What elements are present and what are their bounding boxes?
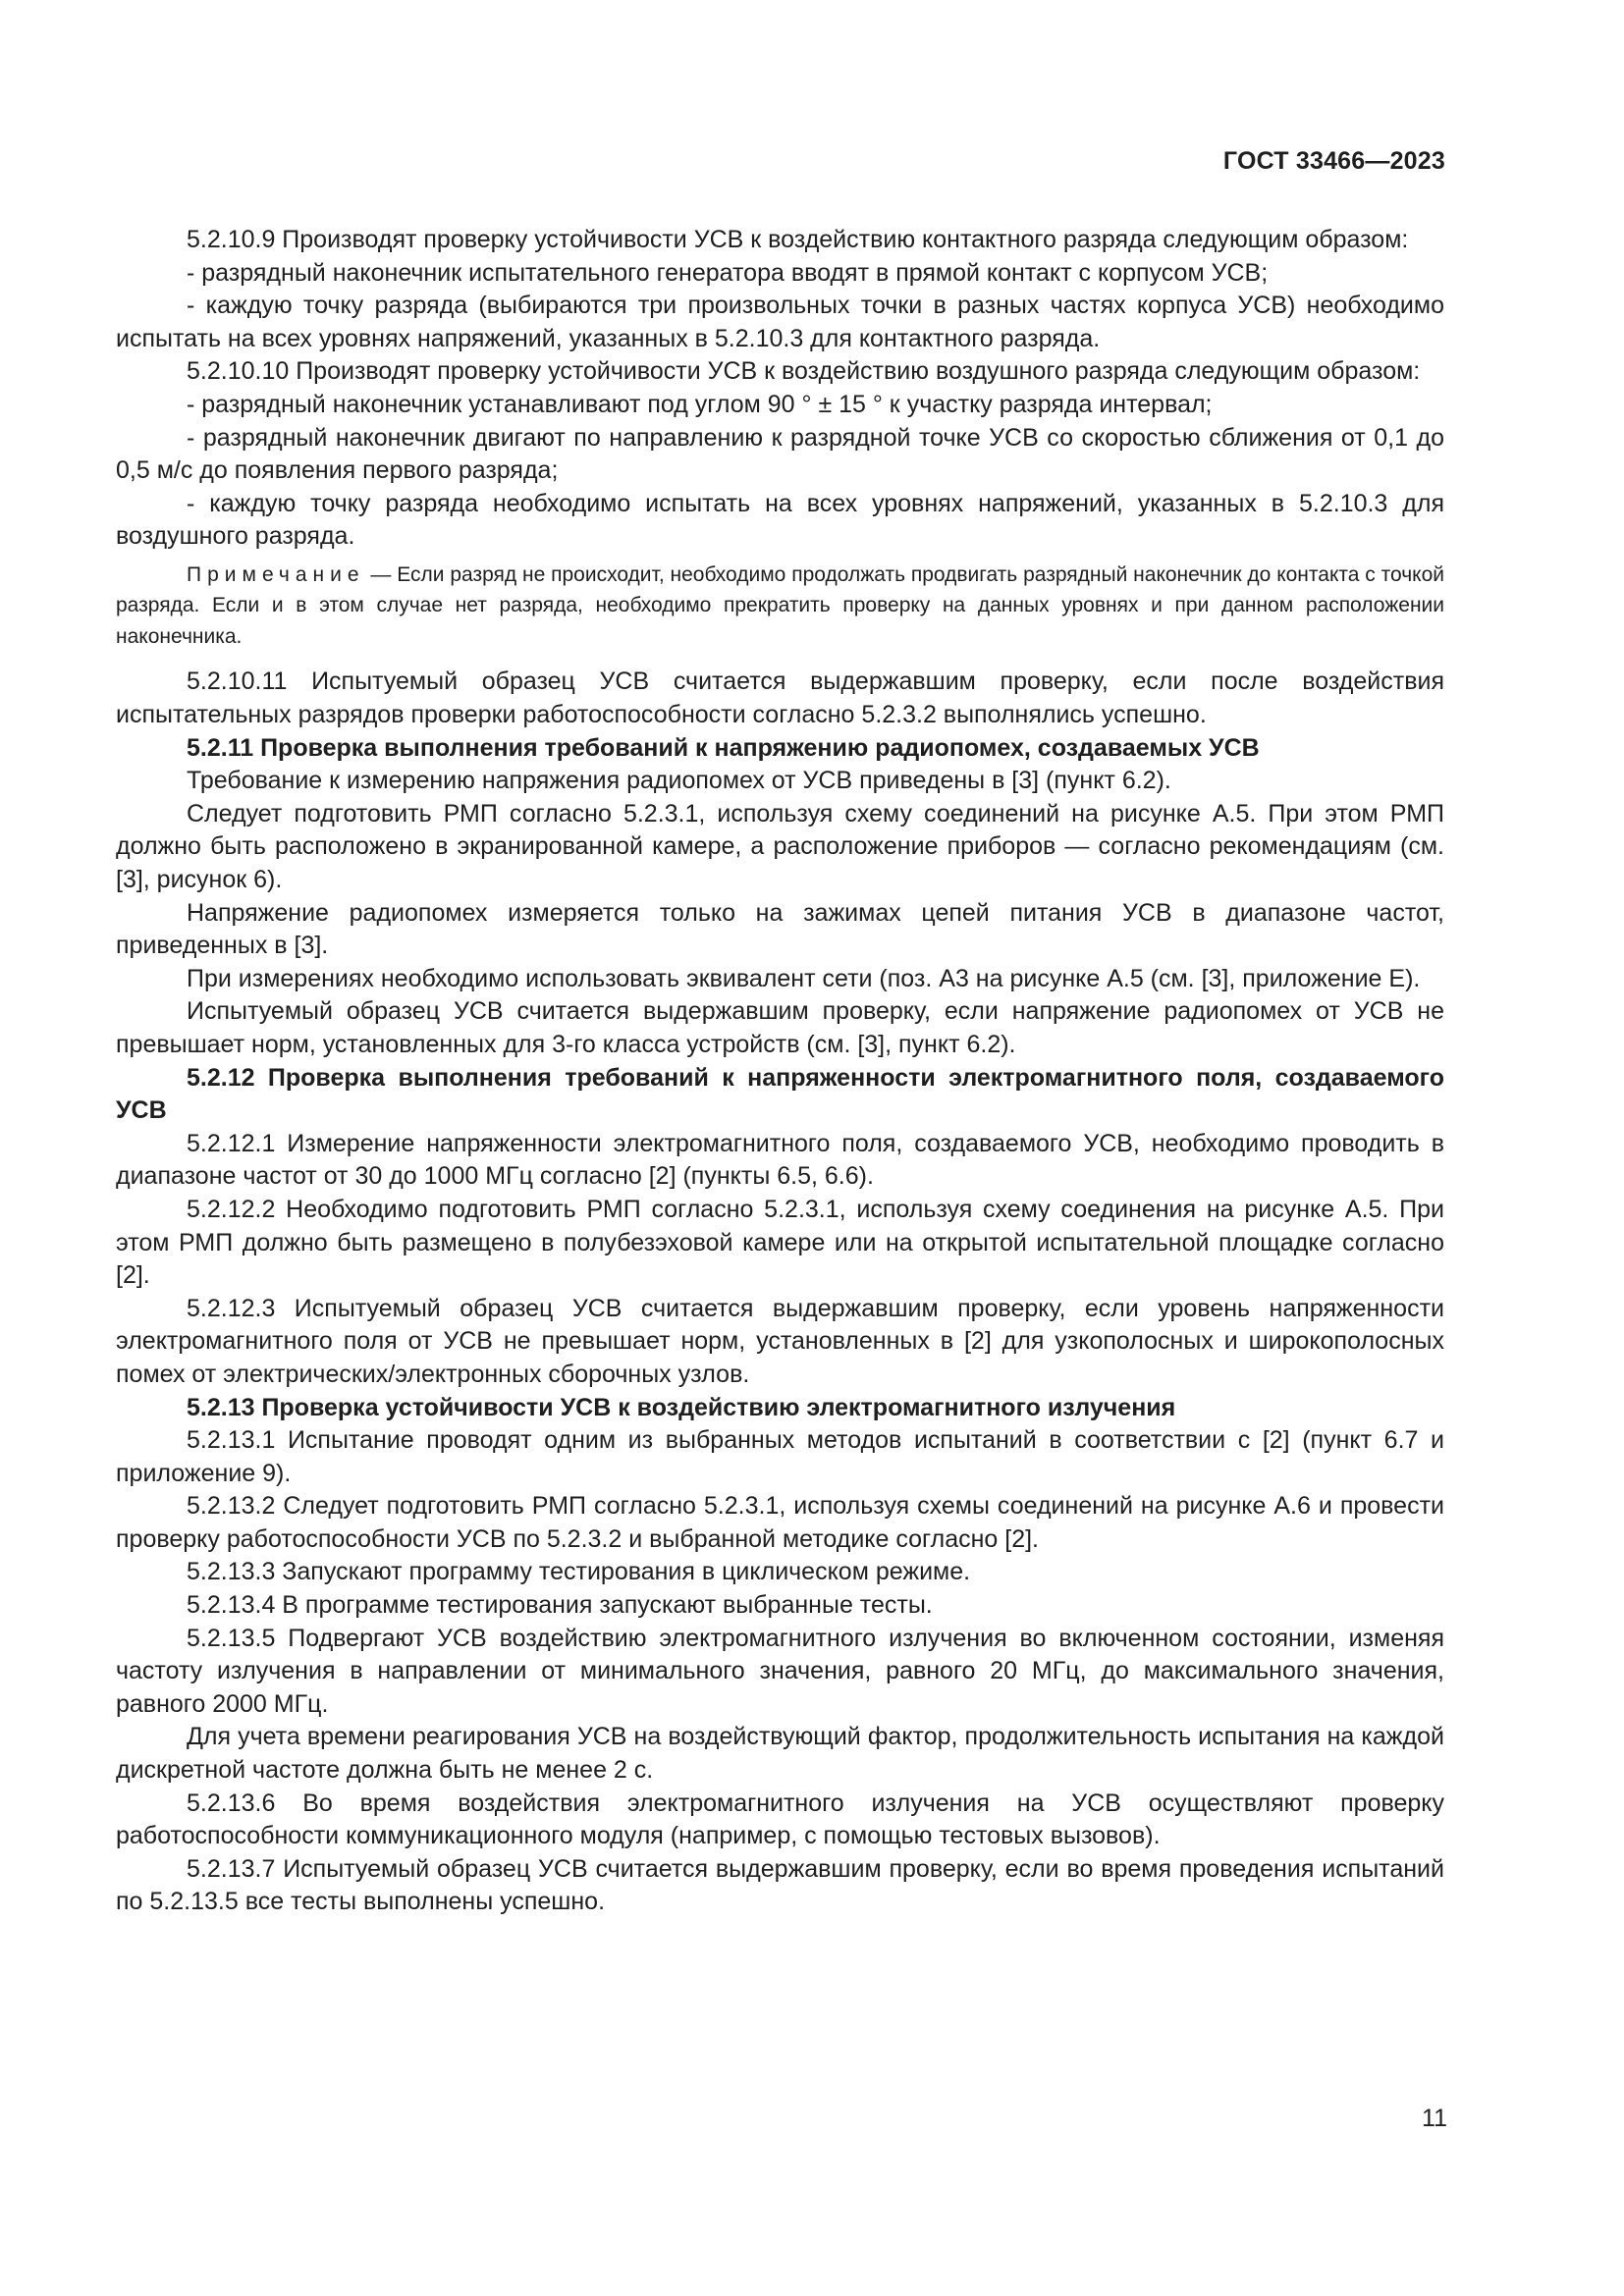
- paragraph-5-2-12-1: 5.2.12.1 Измерение напряженности электромагнитного поля, создаваемого УСВ, необходимо проводить в диапазоне частот от 30 до 1000 МГц согласно [2] (пункты 6.5, 6.6).: [116, 1129, 1444, 1191]
- paragraph-5-2-12-3: 5.2.12.3 Испытуемый образец УСВ считается выдержавшим проверку, если уровень напряженности электромагнитного поля от УСВ не превышает норм, установленных в [2] для узкополосных и широкополосных помех от электрических/электронных сборочных узлов.: [116, 1294, 1444, 1388]
- note: [116, 560, 1444, 653]
- document-body: [116, 224, 1444, 1919]
- paragraph-5-2-13-1: 5.2.13.1 Испытание проводят одним из выбранных методов испытаний в соответствии с [2] (пункт 6.7 и приложение 9).: [116, 1426, 1444, 1487]
- section-heading-5-2-11: 5.2.11 Проверка выполнения требований к напряжению радиопомех, создаваемых УСВ: [187, 733, 1260, 762]
- paragraph-5-2-10-10: 5.2.10.10 Производят проверку устойчивости УСВ к воздействию воздушного разряда следующим образом:: [187, 357, 1421, 386]
- document-code: ГОСТ 33466—2023: [1222, 147, 1445, 175]
- note-label: Примечание: [187, 562, 365, 586]
- paragraph: Следует подготовить РМП согласно 5.2.3.1, используя схему соединений на рисунке А.5. При этом РМП должно быть расположено в экранированной камере, а расположение приборов — согласно рекомендациям (см. [3], рисунок 6).: [116, 799, 1444, 893]
- list-item: - каждую точку разряда (выбираются три произвольных точки в разных частях корпуса УСВ) необходимо испытать на всех уровнях напряжений, указанных в 5.2.10.3 для контактного разряда.: [116, 292, 1444, 352]
- page-number: 11: [1422, 2105, 1447, 2132]
- paragraph-5-2-13-4: 5.2.13.4 В программе тестирования запускают выбранные тесты.: [187, 1591, 933, 1620]
- paragraph: При измерениях необходимо использовать эквивалент сети (поз. А3 на рисунке А.5 (см. [3], приложение Е).: [187, 964, 1421, 992]
- section-heading-5-2-12: 5.2.12 Проверка выполнения требований к напряженности электромагнитного поля, создаваемого УСВ: [116, 1063, 1444, 1125]
- paragraph: Испытуемый образец УСВ считается выдержавшим проверку, если напряжение радиопомех от УСВ не превышает норм, установленных для 3-го класса устройств (см. [3], пункт 6.2).: [116, 997, 1444, 1058]
- list-item: - каждую точку разряда необходимо испытать на всех уровнях напряжений, указанных в 5.2.10.3 для воздушного разряда.: [116, 489, 1444, 551]
- paragraph-5-2-13-3: 5.2.13.3 Запускают программу тестирования в циклическом режиме.: [187, 1558, 971, 1586]
- paragraph-5-2-10-11: 5.2.10.11 Испытуемый образец УСВ считается выдержавшим проверку, если после воздействия испытательных разрядов проверки работоспособности согласно 5.2.3.2 выполнялись успешно.: [116, 667, 1444, 729]
- paragraph-5-2-13-5: 5.2.13.5 Подвергают УСВ воздействию электромагнитного излучения во включенном состоянии, изменяя частоту излучения в направлении от минимального значения, равного 20 МГц, до максимального значения, равного 2000 МГц.: [116, 1624, 1444, 1718]
- list-item: - разрядный наконечник испытательного генератора вводят в прямой контакт с корпусом УСВ;: [187, 258, 1269, 287]
- paragraph-5-2-13-6: 5.2.13.6 Во время воздействия электромагнитного излучения на УСВ осуществляют проверку работоспособности коммуникационного модуля (например, с помощью тестовых вызовов).: [116, 1789, 1444, 1850]
- note-text: — Если разряд не происходит, необходимо продолжать продвигать разрядный наконечник до контакта с точкой разряда. Если и в этом случае нет разряда, необходимо прекратить проверку на данных уровнях и при данном расположении наконечника.: [116, 562, 1444, 648]
- paragraph-5-2-12-2: 5.2.12.2 Необходимо подготовить РМП согласно 5.2.3.1, используя схему соединения на рисунке А.5. При этом РМП должно быть размещено в полубезэховой камере или на открытой испытательной площадке согласно [2].: [116, 1195, 1444, 1290]
- list-item: - разрядный наконечник двигают по направлению к разрядной точке УСВ со скоростью сближения от 0,1 до 0,5 м/с до появления первого разряда;: [116, 423, 1444, 485]
- paragraph: Для учета времени реагирования УСВ на воздействующий фактор, продолжительность испытания на каждой дискретной частоте должна быть не менее 2 с.: [116, 1723, 1444, 1785]
- paragraph: Требование к измерению напряжения радиопомех от УСВ приведены в [3] (пункт 6.2).: [187, 767, 1171, 795]
- paragraph-5-2-13-7: 5.2.13.7 Испытуемый образец УСВ считается выдержавшим проверку, если во время проведения испытаний по 5.2.13.5 все тесты выполнены успешно.: [116, 1854, 1444, 1916]
- paragraph: Напряжение радиопомех измеряется только на зажимах цепей питания УСВ в диапазоне частот, приведенных в [3].: [116, 898, 1444, 960]
- paragraph-5-2-13-2: 5.2.13.2 Следует подготовить РМП согласно 5.2.3.1, используя схемы соединений на рисунке А.6 и провести проверку работоспособности УСВ по 5.2.3.2 и выбранной методике согласно [2].: [116, 1492, 1444, 1553]
- section-heading-5-2-13: 5.2.13 Проверка устойчивости УСВ к воздействию электромагнитного излучения: [187, 1393, 1176, 1421]
- list-item: - разрядный наконечник устанавливают под углом 90 ° ± 15 ° к участку разряда интервал;: [187, 390, 1213, 418]
- paragraph-5-2-10-9: 5.2.10.9 Производят проверку устойчивости УСВ к воздействию контактного разряда следующим образом:: [187, 226, 1409, 253]
